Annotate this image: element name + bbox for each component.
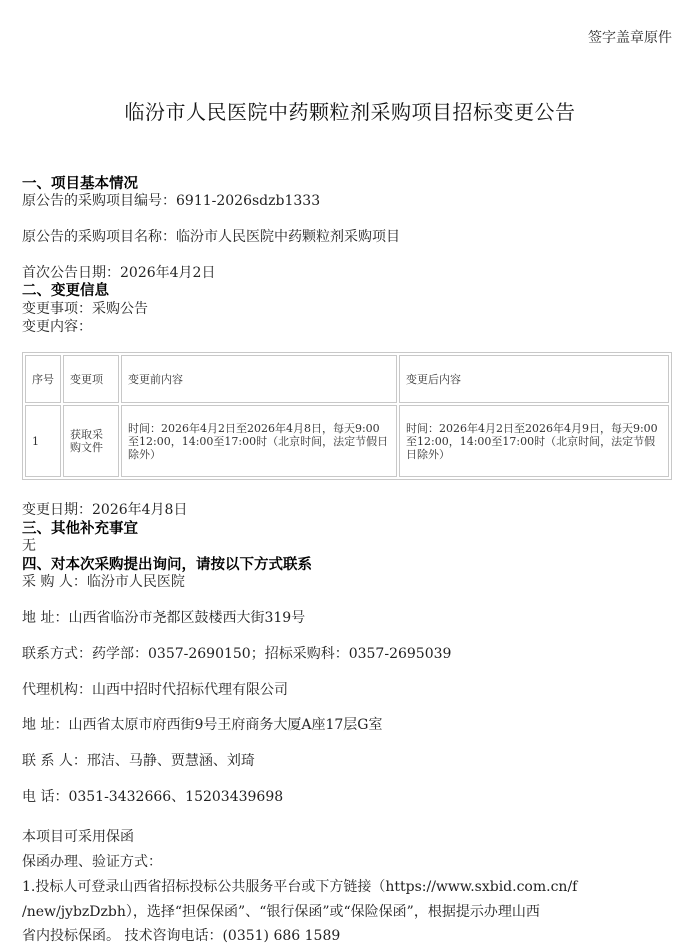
header-after: 变更后内容 xyxy=(399,355,669,403)
change-table xyxy=(22,352,672,480)
section2-heading: 二、变更信息 xyxy=(22,282,109,299)
guarantee-intro: 本项目可采用保函 xyxy=(22,829,134,845)
cell-before: 时间：2026年4月2日至2026年4月8日，每天9:00至12:00，14:00至17:00时（北京时间，法定节假日除外） xyxy=(121,405,397,477)
cell-after: 时间：2026年4月2日至2026年4月9日，每天9:00至12:00，14:00至17:00时（北京时间，法定节假日除外） xyxy=(399,405,669,477)
agency-line: 代理机构：山西中招时代招标代理有限公司 xyxy=(22,682,288,698)
contact-method: 联系方式：药学部：0357-2690150；招标采购科：0357-2695039 xyxy=(22,646,452,662)
cell-no: 1 xyxy=(25,405,61,477)
first-announcement-date: 首次公告日期：2026年4月2日 xyxy=(22,265,216,281)
purchaser-line: 采 购 人：临汾市人民医院 xyxy=(22,574,185,590)
document-title: 临汾市人民医院中药颗粒剂采购项目招标变更公告 xyxy=(124,100,576,124)
contact-persons: 联 系 人：邢洁、马静、贾慧涵、刘琦 xyxy=(22,753,255,769)
guarantee-text-line1: 1.投标人可登录山西省招标投标公共服务平台或下方链接（https://www.sxbid.com.cn/f xyxy=(22,879,578,895)
change-date: 变更日期：2026年4月8日 xyxy=(22,502,188,518)
phone-line: 电 话：0351-3432666、15203439698 xyxy=(22,789,284,805)
change-item-line: 变更事项：采购公告 xyxy=(22,301,148,317)
stamp-note: 签字盖章原件 xyxy=(588,30,672,46)
section3-heading: 三、其他补充事宜 xyxy=(22,520,138,537)
header-item: 变更项 xyxy=(63,355,119,403)
guarantee-text-line2: /new/jybzDzbh），选择“担保保函”、“银行保函”或“保险保函”，根据提示办理山西 xyxy=(22,904,540,920)
header-no: 序号 xyxy=(25,355,61,403)
guarantee-text-line3: 省内投标保函。 技术咨询电话：(0351) 686 1589 xyxy=(22,928,341,944)
cell-item: 获取采购文件 xyxy=(63,405,119,477)
header-before: 变更前内容 xyxy=(121,355,397,403)
table-row xyxy=(25,405,669,477)
change-content-label: 变更内容： xyxy=(22,319,92,335)
section3-content: 无 xyxy=(22,538,36,554)
original-project-number: 原公告的采购项目编号：6911-2026sdzb1333 xyxy=(22,193,321,209)
section4-heading: 四、对本次采购提出询问，请按以下方式联系 xyxy=(22,556,312,573)
table-header-row xyxy=(25,355,669,403)
purchaser-address: 地 址：山西省临汾市尧都区鼓楼西大街319号 xyxy=(22,610,306,626)
section1-heading: 一、项目基本情况 xyxy=(22,175,138,192)
original-project-name: 原公告的采购项目名称：临汾市人民医院中药颗粒剂采购项目 xyxy=(22,229,400,245)
agency-address: 地 址：山西省太原市府西街9号王府商务大厦A座17层G室 xyxy=(22,717,383,733)
guarantee-method-label: 保函办理、验证方式： xyxy=(22,854,162,870)
